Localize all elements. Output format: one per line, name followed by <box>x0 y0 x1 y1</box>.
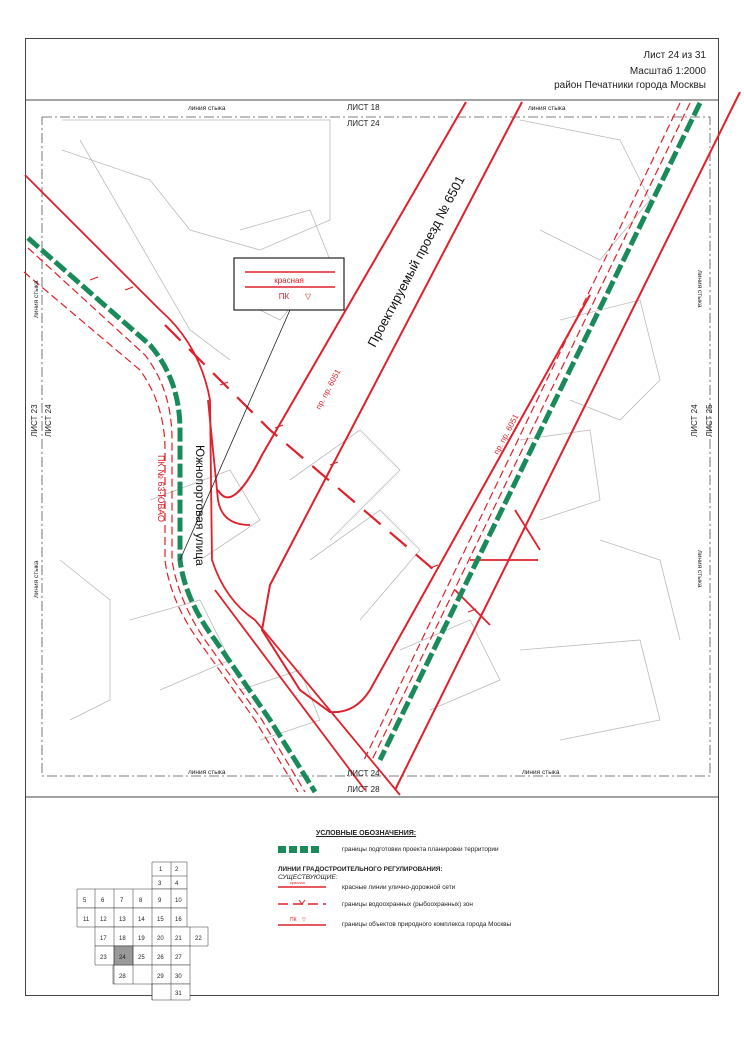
index-cell-19: 19 <box>138 936 145 942</box>
index-cell-2: 2 <box>175 867 179 873</box>
index-cell-30: 30 <box>175 974 182 980</box>
index-cell-10: 10 <box>175 898 182 904</box>
joint-label-left-2: линия стыка <box>33 560 40 598</box>
sheet-right-a: ЛИСТ 24 <box>690 404 699 437</box>
red-lines-road-6501 <box>218 92 740 790</box>
legend-title: УСЛОВНЫЕ ОБОЗНАЧЕНИЯ: <box>316 830 417 837</box>
index-cell-28: 28 <box>119 974 126 980</box>
callout-pk-label: ПК <box>278 292 290 301</box>
index-cell-23: 23 <box>100 955 107 961</box>
legend-item-red: красные линии улично-дорожной сети <box>342 884 456 891</box>
sheet-right-b: ЛИСТ 25 <box>705 404 714 437</box>
joint-label-right-2: линия стыка <box>696 550 703 588</box>
street-name: Южнопортовая улица <box>193 445 207 566</box>
legend-symbols <box>278 846 326 925</box>
index-cell-18: 18 <box>119 936 126 942</box>
index-cell-12: 12 <box>100 917 107 923</box>
sheet-top-a: ЛИСТ 18 <box>347 103 380 112</box>
joint-label-left-1: линия стыка <box>33 280 40 318</box>
legend-mini-red: красная <box>290 880 305 885</box>
index-cell-17: 17 <box>100 936 107 942</box>
sheet-left-b: ЛИСТ 24 <box>44 404 53 437</box>
road-label-a: пр. пр. 6051 <box>313 367 343 411</box>
index-cell-14: 14 <box>138 917 145 923</box>
planning-boundary <box>28 103 700 792</box>
callout-pk-marker: ▽ <box>305 292 312 301</box>
legend-item-nature: границы объектов природного комплекса города Москвы <box>342 921 512 928</box>
legend-section: ЛИНИИ ГРАДОСТРОИТЕЛЬНОГО РЕГУЛИРОВАНИЯ: <box>278 866 443 873</box>
index-cell-4: 4 <box>175 881 179 887</box>
index-map <box>77 862 208 1000</box>
index-cell-1: 1 <box>159 867 163 873</box>
joint-label-bottom-right: линия стыка <box>522 769 560 776</box>
callout-red-label: красная <box>274 276 304 285</box>
pk-label: ПК № 63-ЮВАО <box>156 455 166 522</box>
legend-subsection: СУЩЕСТВУЮЩИЕ: <box>278 874 338 881</box>
joint-label-bottom-left: линия стыка <box>188 769 226 776</box>
district-label: район Печатники города Москвы <box>554 80 706 91</box>
index-cell-31: 31 <box>175 991 182 997</box>
index-cell-15: 15 <box>157 917 164 923</box>
index-cell-13: 13 <box>119 917 126 923</box>
index-cell-11: 11 <box>83 917 90 923</box>
scale-label: Масштаб 1:2000 <box>629 66 706 77</box>
index-cell-20: 20 <box>157 936 164 942</box>
index-cell-6: 6 <box>101 898 105 904</box>
index-cell-27: 27 <box>175 955 182 961</box>
water-zone-boundary <box>24 103 690 792</box>
sheet-left-a: ЛИСТ 23 <box>30 404 39 437</box>
road-6501-name: Проектируемый проезд № 6501 <box>364 173 468 350</box>
index-cell-3: 3 <box>158 881 162 887</box>
index-cell-16: 16 <box>175 917 182 923</box>
legend-item-water: границы водоохранных (рыбоохранных) зон <box>342 901 473 908</box>
index-cell-9: 9 <box>158 898 162 904</box>
sheet-top-b: ЛИСТ 24 <box>347 119 380 128</box>
road-label-b: пр. пр. 6051 <box>491 412 521 456</box>
joint-label-right-1: линия стыка <box>696 270 703 308</box>
index-cell-8: 8 <box>139 898 143 904</box>
existing-buildings <box>60 120 680 740</box>
svg-text:▽: ▽ <box>302 917 306 923</box>
legend-mini-pk: ПК <box>290 917 297 923</box>
legend-item-boundary: границы подготовки проекта планировки территории <box>342 846 499 853</box>
index-cell-22: 22 <box>195 936 202 942</box>
index-cell-7: 7 <box>120 898 124 904</box>
index-cell-21: 21 <box>175 936 182 942</box>
index-cell-26: 26 <box>157 955 164 961</box>
sheet-bottom-a: ЛИСТ 24 <box>347 769 380 778</box>
index-cell-5: 5 <box>83 898 87 904</box>
index-cell-24: 24 <box>119 955 126 961</box>
sheet-bottom-b: ЛИСТ 28 <box>347 785 380 794</box>
index-cell-25: 25 <box>138 955 145 961</box>
joint-label-top-left: линия стыка <box>188 105 226 112</box>
index-cell-29: 29 <box>157 974 164 980</box>
sheet-number: Лист 24 из 31 <box>643 50 706 61</box>
joint-labels <box>33 105 703 776</box>
joint-label-top-right: линия стыка <box>528 105 566 112</box>
sheet-refs <box>30 103 714 794</box>
legend-green-boundary-swatch <box>278 846 319 853</box>
